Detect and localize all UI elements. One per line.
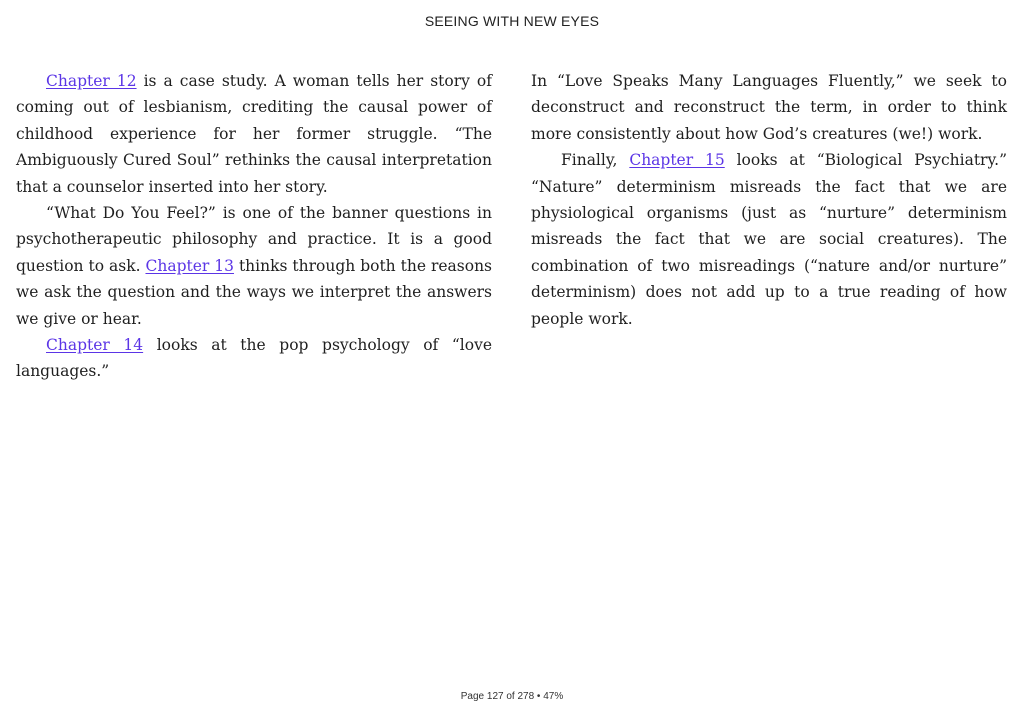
paragraph-chapter-14 bbox=[16, 332, 492, 385]
paragraph-text: In “Love Speaks Many Languages Fluently,” we seek to deconstruct and reconstruct the term, in order to think more consistently about how God’s creatures (we!) work. bbox=[531, 72, 1007, 143]
paragraph-text: looks at “Biological Psychiatry.” “Nature” determinism misreads the fact that we are physiological organisms (just as “nurture” determinism misreads the fact that we are social creatures). The combination of two misreadings (“nature and/or nurture” determinism) does not add up to a true reading of how people work. bbox=[531, 151, 1008, 328]
paragraph-text: thinks through both the reasons we ask the question and the ways we interpret the answers we give or hear. bbox=[16, 256, 493, 328]
paragraph-text: looks at the pop psychology of “love languages.” bbox=[16, 336, 492, 381]
chapter-13-link[interactable]: Chapter 13 bbox=[145, 256, 234, 275]
paragraph-text: “What Do You Feel?” is one of the banner questions in psychotherapeutic philosophy and practice. It is a good question to ask. bbox=[16, 204, 492, 275]
left-text-column bbox=[16, 68, 492, 385]
paragraph-chapter-12 bbox=[16, 68, 492, 200]
paragraph-text: Finally, bbox=[561, 151, 630, 170]
right-text-column bbox=[531, 68, 1007, 332]
paragraph-love-languages bbox=[531, 68, 1007, 147]
paragraph-chapter-15 bbox=[531, 147, 1007, 332]
book-title-header: SEEING WITH NEW EYES bbox=[424, 13, 600, 29]
chapter-15-link[interactable]: Chapter 15 bbox=[629, 151, 725, 170]
page-progress-indicator: Page 127 of 278 • 47% bbox=[460, 691, 564, 702]
chapter-12-link[interactable]: Chapter 12 bbox=[46, 72, 137, 90]
paragraph-chapter-13 bbox=[16, 200, 492, 332]
paragraph-text: is a case study. A woman tells her story of coming out of lesbianism, crediting the causal power of childhood experience for her former struggle. “The Ambiguously Cured Soul” rethinks the causal interpretation that a counselor inserted into her story. bbox=[16, 72, 492, 196]
chapter-14-link[interactable]: Chapter 14 bbox=[46, 336, 144, 355]
